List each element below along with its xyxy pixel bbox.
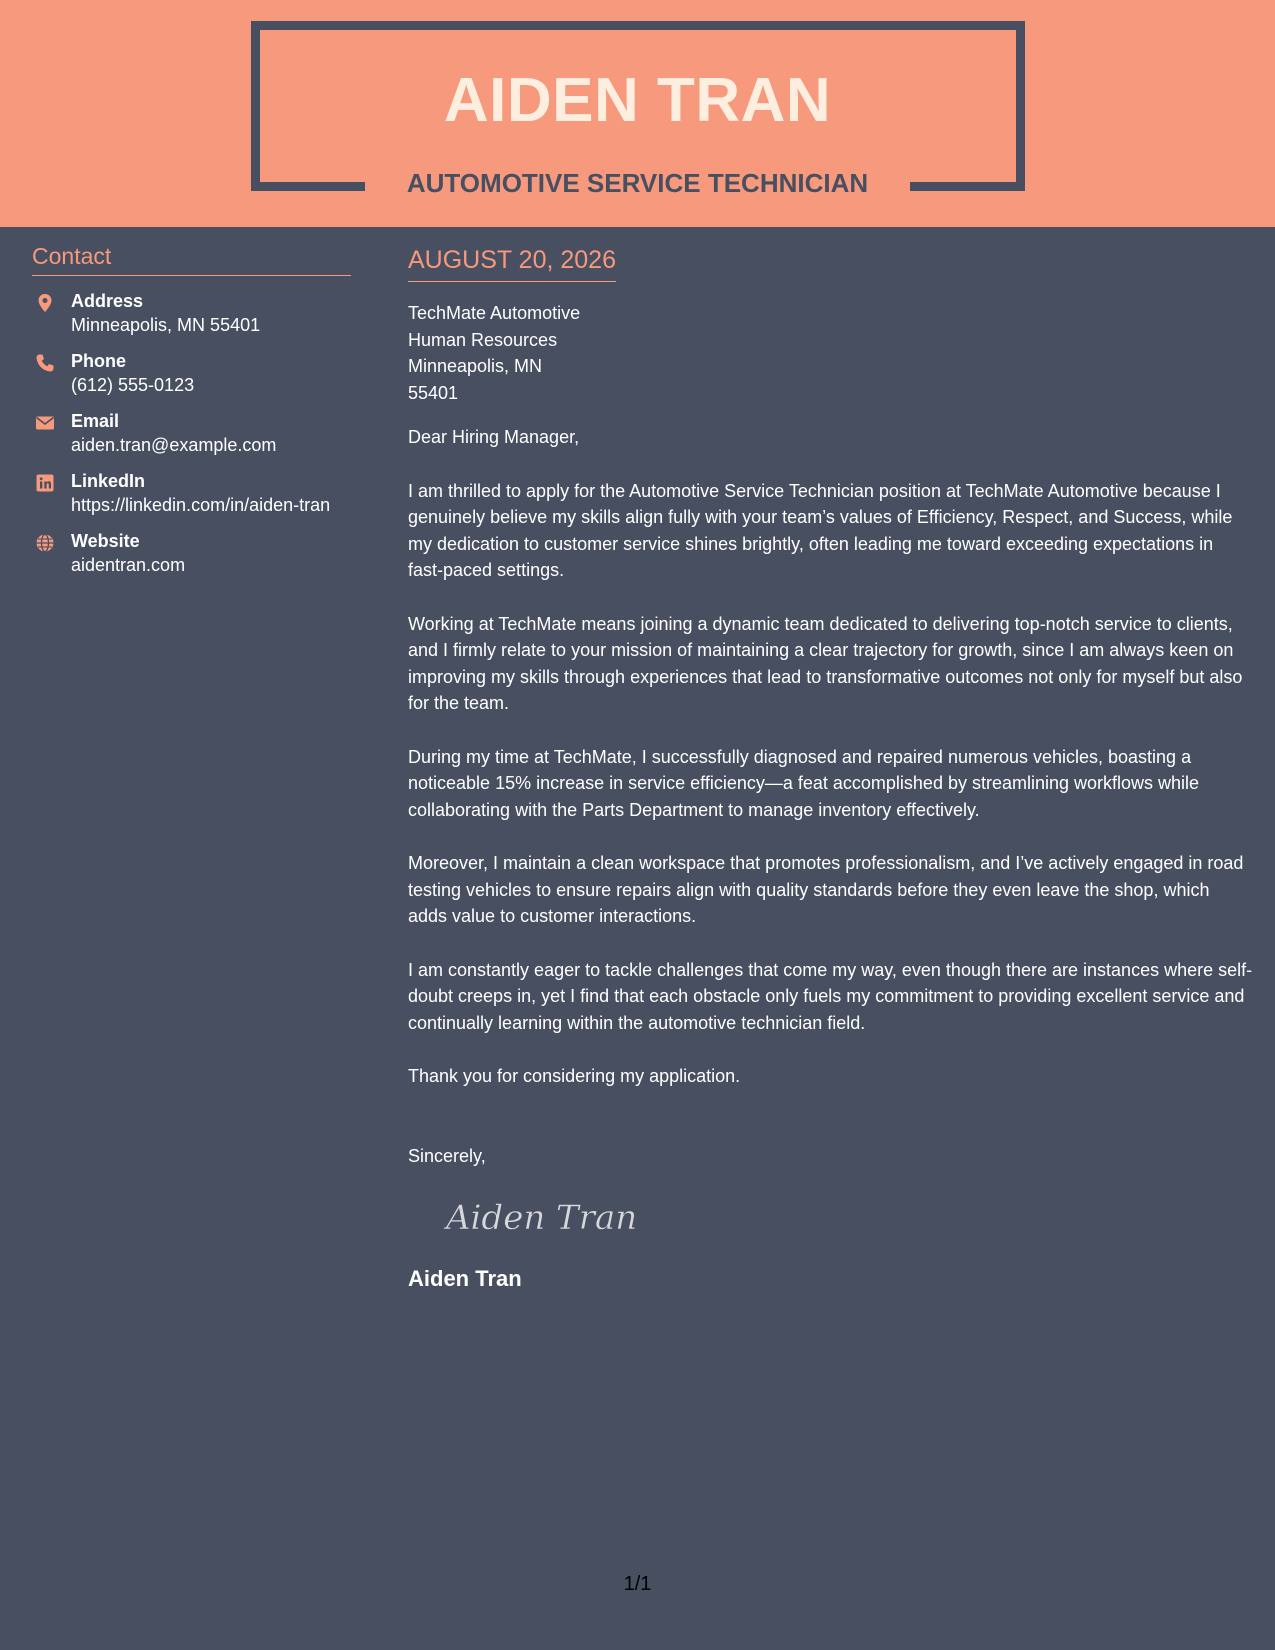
map-pin-icon <box>35 293 55 313</box>
letter-paragraph: Thank you for considering my application. <box>408 1066 741 1086</box>
applicant-name: AIDEN TRAN <box>443 66 832 135</box>
contact-value: Minneapolis, MN 55401 <box>71 315 261 335</box>
header-banner <box>0 0 1275 227</box>
recipient-block <box>408 300 1253 406</box>
globe-icon <box>35 533 55 553</box>
envelope-icon <box>35 413 55 433</box>
letter-body <box>408 243 1253 1294</box>
contact-sidebar <box>32 240 351 589</box>
letter-paragraph: Working at TechMate means joining a dynamic team dedicated to delivering top-notch service to clients, and I firmly relate to your mission of maintaining a clear trajectory for growth, since I am always keen on improving my skills through experiences that lead to transformative outcomes not only for myself but also for the team. <box>408 613 1243 713</box>
contact-label: Email <box>71 411 120 431</box>
contact-linkedin <box>32 469 351 517</box>
signed-name: Aiden Tran <box>408 1266 522 1291</box>
handwritten-signature <box>444 1187 664 1247</box>
contact-heading: Contact <box>32 240 351 276</box>
contact-phone <box>32 349 351 397</box>
contact-label: LinkedIn <box>71 471 146 491</box>
contact-value: aidentran.com <box>71 555 186 575</box>
letter-paragraph: I am constantly eager to tackle challenges that come my way, even though there are instances where self-doubt creeps in, yet I find that each obstacle only fuels my commitment to providing excellent service and continually learning within the automotive technician field. <box>408 959 1253 1033</box>
contact-value: (612) 555-0123 <box>71 375 195 395</box>
contact-label: Website <box>71 531 140 551</box>
contact-website <box>32 529 351 577</box>
contact-value: aiden.tran@example.com <box>71 435 277 455</box>
letter-paragraph: During my time at TechMate, I successfully diagnosed and repaired numerous vehicles, boasting a noticeable 15% increase in service efficiency—a feat accomplished by streamlining workflows while collaborating with the Parts Department to manage inventory effectively. <box>408 746 1200 820</box>
phone-icon <box>35 353 55 373</box>
recipient-line: Minneapolis, MN <box>408 356 543 376</box>
contact-list <box>32 289 351 577</box>
page-number: 1/1 <box>623 1573 652 1595</box>
recipient-line: Human Resources <box>408 329 558 350</box>
recipient-line: 55401 <box>408 382 459 403</box>
linkedin-icon <box>35 473 55 493</box>
letter-date: AUGUST 20, 2026 <box>408 243 616 282</box>
contact-address <box>32 289 351 337</box>
contact-label: Phone <box>71 351 127 371</box>
letter-paragraph: I am thrilled to apply for the Automotive Service Technician position at TechMate Automotive because I genuinely believe my skills align fully with your team’s values of Efficiency, Respect, and Success, while my dedication to customer service shines brightly, often leading me toward exceeding expectations in fast-paced settings. <box>408 480 1233 580</box>
recipient-line: TechMate Automotive <box>408 303 581 323</box>
closing: Sincerely, <box>408 1145 486 1166</box>
contact-label: Address <box>71 291 144 311</box>
letter-paragraph: Moreover, I maintain a clean workspace that promotes professionalism, and I’ve actively engaged in road testing vehicles to ensure repairs align with quality standards before they even leave the shop, which adds value to customer interactions. <box>408 853 1244 926</box>
signature-text: Aiden Tran <box>446 1198 638 1238</box>
contact-value: https://linkedin.com/in/aiden-tran <box>71 495 331 515</box>
salutation: Dear Hiring Manager, <box>408 427 580 447</box>
contact-email <box>32 409 351 457</box>
job-title: AUTOMOTIVE SERVICE TECHNICIAN <box>406 168 869 198</box>
